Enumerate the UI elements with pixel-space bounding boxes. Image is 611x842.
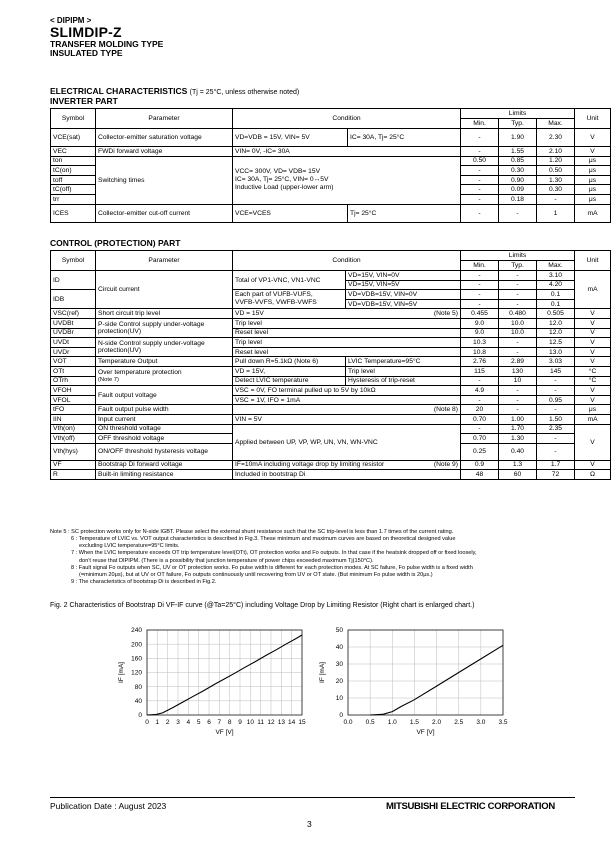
y-tick-label: 40: [134, 698, 142, 706]
table-row: [51, 271, 611, 281]
parameter-cell: Fault output pulse width: [96, 405, 233, 415]
symbol-cell: UVDt: [51, 338, 96, 348]
x-tick-label: 15: [298, 719, 306, 726]
typ-cell: 0.85: [499, 156, 537, 166]
parameter-cell: ON/OFF threshold hysteresis voltage: [96, 443, 233, 460]
unit-cell: V: [575, 424, 611, 460]
page-number: 3: [307, 819, 312, 829]
x-tick-label: 14: [288, 719, 296, 726]
symbol-cell: tFO: [51, 405, 96, 415]
table-row: [51, 414, 611, 424]
symbol-cell: IIN: [51, 414, 96, 424]
col-parameter: Parameter: [96, 109, 233, 129]
x-tick-label: 8: [227, 719, 232, 726]
y-tick-label: 240: [131, 627, 142, 635]
col-max: Max.: [537, 119, 575, 129]
symbol-cell: OTrh: [51, 376, 96, 386]
y-tick-label: 0: [339, 712, 343, 720]
unit-cell: mA: [575, 414, 611, 424]
col-unit: Unit: [575, 251, 611, 271]
x-tick-label: 0.0: [343, 719, 353, 726]
max-cell: 3.10: [537, 271, 575, 281]
figure-caption: Fig. 2 Characteristics of Bootstrap Di VF-IF curve (@Ta=25°C) including Voltage Drop by Limiting Resistor (Right chart is enlarged chart.): [50, 602, 475, 609]
parameter-cell: ON threshold voltage: [96, 424, 233, 434]
min-cell: -: [461, 185, 499, 195]
max-cell: 1.20: [537, 156, 575, 166]
min-cell: 10.8: [461, 347, 499, 357]
control-table: [50, 250, 611, 480]
company-name: MITSUBISHI ELECTRIC CORPORATION: [386, 801, 555, 812]
col-limits: Limits: [461, 109, 575, 119]
parameter-cell: Bootstrap Di forward voltage: [96, 460, 233, 470]
unit-cell: μs: [575, 185, 611, 195]
symbol-cell: VF: [51, 460, 96, 470]
y-tick-label: 0: [138, 712, 142, 720]
unit-cell: V: [575, 395, 611, 405]
min-cell: 0.25: [461, 443, 499, 460]
table-row: [51, 129, 611, 147]
table-row: [51, 424, 611, 434]
typ-cell: 0.480: [499, 309, 537, 319]
section-condition: (Tj = 25°C, unless otherwise noted): [189, 89, 300, 96]
typ-cell: 10: [499, 376, 537, 386]
inverter-part-title: INVERTER PART: [50, 96, 118, 106]
symbol-cell: Vth(off): [51, 434, 96, 444]
x-tick-label: 10: [246, 719, 254, 726]
y-axis-label: IF [mA]: [118, 662, 125, 683]
symbol-cell: tC(off): [51, 185, 96, 195]
condition-cell: Applied between UP, VP, WP, UN, VN, WN-VNC: [233, 424, 461, 460]
typ-cell: 1.30: [499, 434, 537, 444]
min-cell: -: [461, 147, 499, 157]
x-axis-label: VF [V]: [416, 729, 435, 736]
typ-cell: -: [499, 347, 537, 357]
note-8: 8 : Fault signal Fo outputs when SC, UV or OT protection works. Fo pulse width is different for each protection modes. At SC failure, Fo pulse width is a fixed width: [71, 564, 473, 571]
max-cell: -: [537, 194, 575, 204]
typ-cell: -: [499, 338, 537, 348]
typ-cell: 2.89: [499, 357, 537, 367]
note-9: 9 : The characteristics of bootstrap Di is described in Fig.2.: [71, 579, 217, 586]
condition-cell: VD=VDB=15V, VIN=5V: [346, 299, 461, 309]
symbol-cell: R: [51, 470, 96, 480]
col-min: Min.: [461, 261, 499, 271]
min-cell: -: [461, 376, 499, 386]
unit-cell: mA: [575, 204, 611, 222]
symbol-cell: UVDr: [51, 347, 96, 357]
doc-category: < DIPIPM >: [50, 16, 92, 25]
table-row: [51, 386, 611, 396]
parameter-cell: OFF threshold voltage: [96, 434, 233, 444]
unit-cell: Ω: [575, 470, 611, 480]
table-row: [51, 470, 611, 480]
min-cell: 4.9: [461, 386, 499, 396]
table-row: [51, 405, 611, 415]
y-tick-label: 80: [134, 683, 142, 691]
unit-cell: V: [575, 147, 611, 157]
typ-cell: -: [499, 280, 537, 290]
typ-cell: 0.18: [499, 194, 537, 204]
condition-cell: Included in bootstrap Di: [233, 470, 461, 480]
x-tick-label: 6: [207, 719, 211, 726]
symbol-cell: tC(on): [51, 166, 96, 176]
x-axis-label: VF [V]: [215, 729, 234, 736]
typ-cell: 1.55: [499, 147, 537, 157]
min-cell: -: [461, 175, 499, 185]
x-tick-label: 3.0: [476, 719, 486, 726]
typ-cell: 1.3: [499, 460, 537, 470]
x-tick-label: 0: [145, 719, 149, 726]
max-cell: 1.7: [537, 460, 575, 470]
table-row: [51, 204, 611, 222]
condition-cell: Tj= 25°C: [348, 204, 461, 222]
note-7-cont: don't reuse that DIPIPM. (There is a possibility that junction temperature of power chips exceeded maximum Tj(150°C).: [79, 557, 374, 564]
max-cell: -: [537, 376, 575, 386]
typ-cell: -: [499, 405, 537, 415]
typ-cell: -: [499, 271, 537, 281]
x-tick-label: 11: [257, 719, 265, 726]
max-cell: 72: [537, 470, 575, 480]
x-tick-label: 1.5: [409, 719, 419, 726]
min-cell: 20: [461, 405, 499, 415]
min-cell: -: [461, 299, 499, 309]
max-cell: -: [537, 386, 575, 396]
typ-cell: 0.30: [499, 166, 537, 176]
parameter-cell: Over temperature protection (Note 7): [96, 366, 233, 385]
note-5: Note 5 : SC protection works only for N-side IGBT. Please select the external shunt resistance such that the SC trip-level is less than 1.7 times of the current rating.: [50, 529, 454, 535]
symbol-cell: VSC(ref): [51, 309, 96, 319]
x-tick-label: 2: [165, 719, 170, 726]
unit-cell: μs: [575, 175, 611, 185]
max-cell: 1: [537, 204, 575, 222]
symbol-cell: VFOH: [51, 386, 96, 396]
symbol-cell: toff: [51, 175, 96, 185]
unit-cell: °C: [575, 376, 611, 386]
y-tick-label: 10: [335, 695, 343, 703]
typ-cell: 0.40: [499, 443, 537, 460]
min-cell: -: [461, 194, 499, 204]
table-row: [51, 357, 611, 367]
max-cell: 1.30: [537, 175, 575, 185]
x-tick-label: 12: [267, 719, 275, 726]
x-tick-label: 2.0: [432, 719, 442, 726]
min-cell: -: [461, 129, 499, 147]
max-cell: 0.30: [537, 185, 575, 195]
max-cell: 0.50: [537, 166, 575, 176]
min-cell: -: [461, 204, 499, 222]
condition-cell: VD=15V, VIN=5V: [346, 280, 461, 290]
typ-cell: 0.09: [499, 185, 537, 195]
parameter-cell: N-side Control supply under-voltage protection(UV): [96, 338, 233, 357]
page-header: [50, 17, 163, 58]
symbol-cell: VCE(sat): [51, 129, 96, 147]
x-tick-label: 0.5: [365, 719, 375, 726]
doc-type-line1: TRANSFER MOLDING TYPE: [50, 39, 164, 50]
condition-cell: Trip level: [346, 366, 461, 376]
min-cell: 0.50: [461, 156, 499, 166]
typ-cell: 1.90: [499, 129, 537, 147]
col-symbol: Symbol: [51, 251, 96, 271]
min-cell: 9.0: [461, 318, 499, 328]
symbol-cell: VEC: [51, 147, 96, 157]
unit-cell: V: [575, 129, 611, 147]
unit-cell: μs: [575, 405, 611, 415]
doc-title: SLIMDIP-Z: [50, 24, 122, 41]
condition-cell: Reset level: [233, 328, 461, 338]
typ-cell: 10.0: [499, 328, 537, 338]
condition-cell: VD=VDB = 15V, VIN= 5V: [233, 129, 348, 147]
col-unit: Unit: [575, 109, 611, 129]
parameter-cell: Circuit current: [96, 271, 233, 309]
table-row: [51, 309, 611, 319]
table-row: [51, 318, 611, 328]
max-cell: 0.505: [537, 309, 575, 319]
unit-cell: °C: [575, 366, 611, 376]
parameter-cell: Switching times: [96, 156, 233, 204]
typ-cell: 1.70: [499, 424, 537, 434]
x-tick-label: 3: [176, 719, 180, 726]
min-cell: -: [461, 271, 499, 281]
symbol-cell: Vth(on): [51, 424, 96, 434]
condition-cell: VIN = 5V: [233, 414, 461, 424]
y-tick-label: 200: [131, 641, 142, 649]
max-cell: 13.0: [537, 347, 575, 357]
condition-cell: Each part of VUFB-VUFS, VVFB-VVFS, VWFB-VWFS: [233, 290, 346, 309]
unit-cell: V: [575, 309, 611, 319]
unit-cell: V: [575, 338, 611, 348]
min-cell: -: [461, 424, 499, 434]
parameter-cell: Input current: [96, 414, 233, 424]
chart-vf-if-full: [110, 622, 320, 742]
max-cell: -: [537, 443, 575, 460]
condition-cell: VCE=VCES: [233, 204, 348, 222]
x-tick-label: 1: [155, 719, 160, 726]
unit-cell: V: [575, 386, 611, 396]
note-ref: (Note 7): [98, 376, 119, 383]
plot-frame: [348, 630, 503, 715]
col-typ: Typ.: [499, 119, 537, 129]
note-6: 6 : Temperature of LVIC vs. VOT output characteristics is described in Fig.3. These minimum and maximum curves are based on theoretical designed value: [71, 536, 456, 543]
x-tick-label: 1.0: [387, 719, 397, 726]
typ-cell: 1.00: [499, 414, 537, 424]
x-tick-label: 5: [196, 719, 201, 726]
min-cell: 9.0: [461, 328, 499, 338]
footer-rule: [50, 797, 575, 798]
typ-cell: 0.90: [499, 175, 537, 185]
chart-vf-if-enlarged: [320, 622, 520, 742]
min-cell: 0.9: [461, 460, 499, 470]
typ-cell: 10.0: [499, 318, 537, 328]
note-ref: (Note 9): [433, 461, 459, 469]
typ-cell: -: [499, 386, 537, 396]
unit-cell: V: [575, 357, 611, 367]
min-cell: -: [461, 280, 499, 290]
data-series-line: [147, 635, 302, 715]
y-axis-label: IF [mA]: [319, 662, 326, 683]
condition-cell: IC= 30A, Tj= 25°C: [348, 129, 461, 147]
condition-cell: Reset level: [233, 347, 461, 357]
typ-cell: 130: [499, 366, 537, 376]
y-tick-label: 40: [335, 644, 343, 652]
doc-type-line2: INSULATED TYPE: [50, 48, 123, 58]
y-tick-label: 20: [335, 678, 343, 686]
parameter-cell: P-side Control supply under-voltage protection(UV): [96, 318, 233, 337]
symbol-cell: VOT: [51, 357, 96, 367]
condition-cell: VCC= 300V, VD= VDB= 15V IC= 30A, Tj= 25°C, VIN= 0↔5V Inductive Load (upper-lower arm): [233, 156, 461, 204]
y-tick-label: 160: [131, 655, 142, 663]
unit-cell: μs: [575, 166, 611, 176]
y-tick-label: 50: [335, 627, 343, 635]
col-condition: Condition: [233, 109, 461, 129]
col-max: Max.: [537, 261, 575, 271]
table-row: [51, 156, 611, 166]
unit-cell: V: [575, 347, 611, 357]
note-6-cont: excluding LVIC temperature=95°C limits.: [79, 543, 180, 550]
col-min: Min.: [461, 119, 499, 129]
x-tick-label: 13: [277, 719, 285, 726]
unit-cell: mA: [575, 271, 611, 309]
col-typ: Typ.: [499, 261, 537, 271]
max-cell: -: [537, 405, 575, 415]
min-cell: -: [461, 166, 499, 176]
condition-cell: VD = 15V,: [233, 366, 346, 376]
note-ref: (Note 5): [433, 310, 459, 318]
parameter-cell: Temperature Output: [96, 357, 233, 367]
max-cell: 0.1: [537, 290, 575, 300]
min-cell: -: [461, 395, 499, 405]
min-cell: 10.3: [461, 338, 499, 348]
section-electrical-title: ELECTRICAL CHARACTERISTICS (Tj = 25°C, unless otherwise noted): [50, 86, 300, 96]
max-cell: 0.95: [537, 395, 575, 405]
condition-cell: VSC = 0V, FO terminal pulled up to 5V by 10kΩ: [233, 386, 461, 396]
max-cell: 12.5: [537, 338, 575, 348]
condition-cell: VD = 15V (Note 5): [233, 309, 461, 319]
x-tick-label: 3.5: [498, 719, 508, 726]
table-row: [51, 147, 611, 157]
min-cell: 115: [461, 366, 499, 376]
col-symbol: Symbol: [51, 109, 96, 129]
condition-cell: Detect LVIC temperature: [233, 376, 346, 386]
symbol-cell: Vth(hys): [51, 443, 96, 460]
parameter-cell: FWDi forward voltage: [96, 147, 233, 157]
symbol-cell: OTt: [51, 366, 96, 376]
condition-cell: VIN= 0V, -IC= 30A: [233, 147, 461, 157]
table-row: [51, 338, 611, 348]
min-cell: 0.70: [461, 434, 499, 444]
col-parameter: Parameter: [96, 251, 233, 271]
col-condition: Condition: [233, 251, 461, 271]
typ-cell: -: [499, 290, 537, 300]
publication-date: Publication Date : August 2023: [50, 801, 167, 811]
note-7: 7 : When the LVIC temperature exceeds OT trip temperature level(OTt), OT protection works and Fo outputs. In that case if the heatsink dropped off or fixed loosely,: [71, 550, 477, 557]
control-part-title: CONTROL (PROTECTION) PART: [50, 238, 181, 248]
max-cell: 2.30: [537, 129, 575, 147]
max-cell: 2.35: [537, 424, 575, 434]
x-tick-label: 9: [238, 719, 242, 726]
parameter-cell: Fault output voltage: [96, 386, 233, 405]
inverter-table: [50, 108, 611, 223]
unit-cell: μs: [575, 194, 611, 204]
max-cell: 145: [537, 366, 575, 376]
min-cell: 48: [461, 470, 499, 480]
max-cell: 3.03: [537, 357, 575, 367]
x-tick-label: 4: [186, 719, 191, 726]
condition-cell: LVIC Temperature=95°C: [346, 357, 461, 367]
max-cell: 2.10: [537, 147, 575, 157]
symbol-cell: ICES: [51, 204, 96, 222]
parameter-cell: Built-in limiting resistance: [96, 470, 233, 480]
typ-cell: -: [499, 204, 537, 222]
parameter-cell: Short circuit trip level: [96, 309, 233, 319]
symbol-cell: VFOL: [51, 395, 96, 405]
y-tick-label: 30: [335, 661, 343, 669]
min-cell: 0.70: [461, 414, 499, 424]
typ-cell: 60: [499, 470, 537, 480]
typ-cell: -: [499, 395, 537, 405]
max-cell: 0.1: [537, 299, 575, 309]
unit-cell: V: [575, 328, 611, 338]
condition-cell: Hysteresis of trip-reset: [346, 376, 461, 386]
min-cell: 0.455: [461, 309, 499, 319]
parameter-cell: Collector-emitter cut-off current: [96, 204, 233, 222]
parameter-cell: Collector-emitter saturation voltage: [96, 129, 233, 147]
max-cell: 4.20: [537, 280, 575, 290]
note-ref: (Note 8): [233, 405, 461, 415]
typ-cell: -: [499, 299, 537, 309]
condition-cell: VD=15V, VIN=0V: [346, 271, 461, 281]
y-tick-label: 120: [131, 669, 142, 677]
condition-cell: Trip level: [233, 338, 461, 348]
table-row: [51, 366, 611, 376]
symbol-cell: ton: [51, 156, 96, 166]
x-tick-label: 7: [217, 719, 222, 726]
notes-block: [50, 529, 580, 586]
note-ref: (Note 6): [294, 358, 319, 366]
unit-cell: V: [575, 460, 611, 470]
condition-cell: Total of VP1-VNC, VN1-VNC: [233, 271, 346, 290]
col-limits: Limits: [461, 251, 575, 261]
condition-cell: VSC = 1V, IFO = 1mA: [233, 395, 461, 405]
symbol-cell: IDB: [51, 290, 96, 309]
table-row: [51, 460, 611, 470]
min-cell: 2.76: [461, 357, 499, 367]
condition-cell: Pull down R=5.1kΩ (Note 6): [233, 357, 346, 367]
min-cell: -: [461, 290, 499, 300]
max-cell: -: [537, 434, 575, 444]
max-cell: 12.0: [537, 318, 575, 328]
max-cell: 12.0: [537, 328, 575, 338]
symbol-cell: UVDBt: [51, 318, 96, 328]
unit-cell: V: [575, 318, 611, 328]
condition-cell: IF=10mA including voltage drop by limiting resistor (Note 9): [233, 460, 461, 470]
unit-cell: μs: [575, 156, 611, 166]
max-cell: 1.50: [537, 414, 575, 424]
condition-cell: Trip level: [233, 318, 461, 328]
symbol-cell: ID: [51, 271, 96, 290]
condition-cell: VD=VDB=15V, VIN=0V: [346, 290, 461, 300]
symbol-cell: UVDBr: [51, 328, 96, 338]
note-8-cont: (=minimum 20μs), but at UV or OT failure, Fo outputs continuously until recovering from UV or OT state. (But minimum Fo pulse width is 20μs.): [79, 571, 433, 578]
x-tick-label: 2.5: [454, 719, 464, 726]
symbol-cell: trr: [51, 194, 96, 204]
